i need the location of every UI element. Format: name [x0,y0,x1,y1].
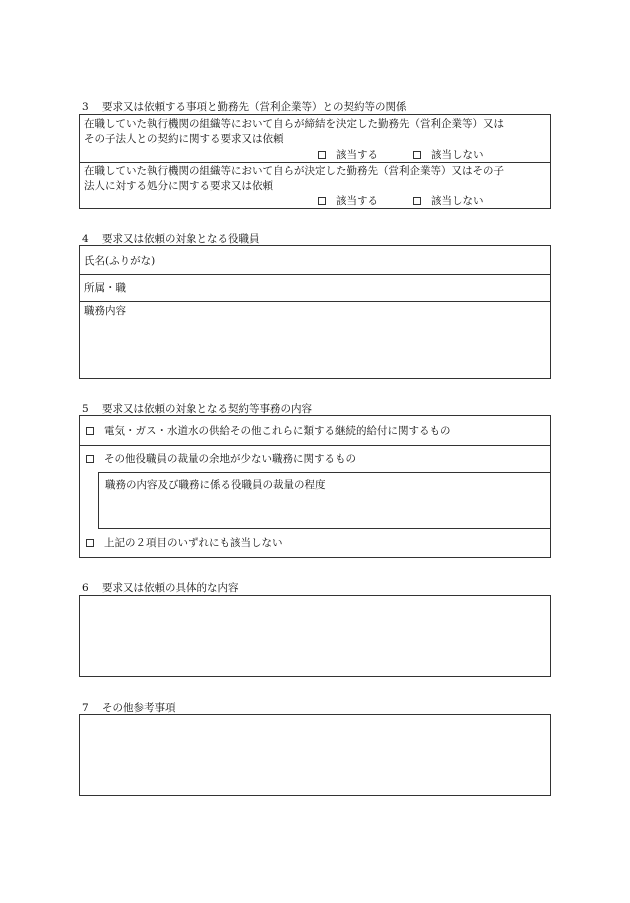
row2-line2: 法人に対する処分に関する要求又は依頼 [84,180,273,192]
row2-no-option[interactable] [413,195,484,208]
row1-yes-checkbox[interactable] [318,151,326,159]
row2-line1: 在職していた執行機関の組織等において自らが決定した勤務先（営利企業等）又はその子 [84,165,504,177]
section-5-heading [82,401,312,416]
section-3-heading [82,99,407,114]
row2-no-label: 該当しない [431,195,484,207]
row2-yes-checkbox[interactable] [318,197,326,205]
row1-no-checkbox[interactable] [413,151,421,159]
section-3-table [79,114,551,209]
row1-no-option[interactable] [413,149,484,162]
sub-label: 職務の内容及び職務に係る役職員の裁量の程度 [105,479,326,491]
row2-yes-label: 該当する [336,195,378,207]
section-6-number: 6 [82,582,89,594]
section-3-number: 3 [82,101,89,113]
row1-line1: 在職していた執行機関の組織等において自らが締結を決定した勤務先（営利企業等）又は [84,118,504,130]
row1-line2: その子法人との契約に関する要求又は依頼 [84,133,284,145]
section-7-textarea[interactable] [79,714,551,796]
option3-label: 上記の２項目のいずれにも該当しない [104,537,283,549]
option2-item[interactable] [86,453,356,466]
row-divider [80,301,550,302]
duties-label: 職務内容 [84,305,126,317]
affiliation-label: 所属・職 [84,282,126,294]
row1-no-label: 該当しない [431,149,484,161]
section-6-textarea[interactable] [79,595,551,677]
option1-checkbox[interactable] [86,427,94,435]
section-7-title: その他参考事項 [102,702,176,714]
row1-yes-option[interactable] [318,149,378,162]
name-label: 氏名(ふりがな) [84,255,156,267]
section-5-table [79,415,551,558]
section-7-number: 7 [82,702,89,714]
section-5-title: 要求又は依頼の対象となる契約等事務の内容 [102,403,312,415]
option3-item[interactable] [86,537,283,550]
sub-box [98,472,551,529]
section-5-number: 5 [82,403,89,415]
row-divider [80,162,550,163]
section-6-title: 要求又は依頼の具体的な内容 [102,582,239,594]
row1-yes-label: 該当する [336,149,378,161]
option1-item[interactable] [86,425,451,438]
option3-checkbox[interactable] [86,539,94,547]
section-4-heading [82,231,260,246]
section-7-heading [82,700,176,715]
section-4-number: 4 [82,233,89,245]
option2-label: その他役職員の裁量の余地が少ない職務に関するもの [104,453,356,465]
row-divider [80,274,550,275]
section-4-title: 要求又は依頼の対象となる役職員 [102,233,260,245]
row-divider [80,445,550,446]
section-4-table [79,245,551,379]
section-6-heading [82,580,239,595]
option1-label: 電気・ガス・水道水の供給その他これらに類する継続的給付に関するもの [104,425,451,437]
row2-yes-option[interactable] [318,195,378,208]
row2-no-checkbox[interactable] [413,197,421,205]
option2-checkbox[interactable] [86,455,94,463]
section-3-title: 要求又は依頼する事項と勤務先（営利企業等）との契約等の関係 [102,101,407,113]
